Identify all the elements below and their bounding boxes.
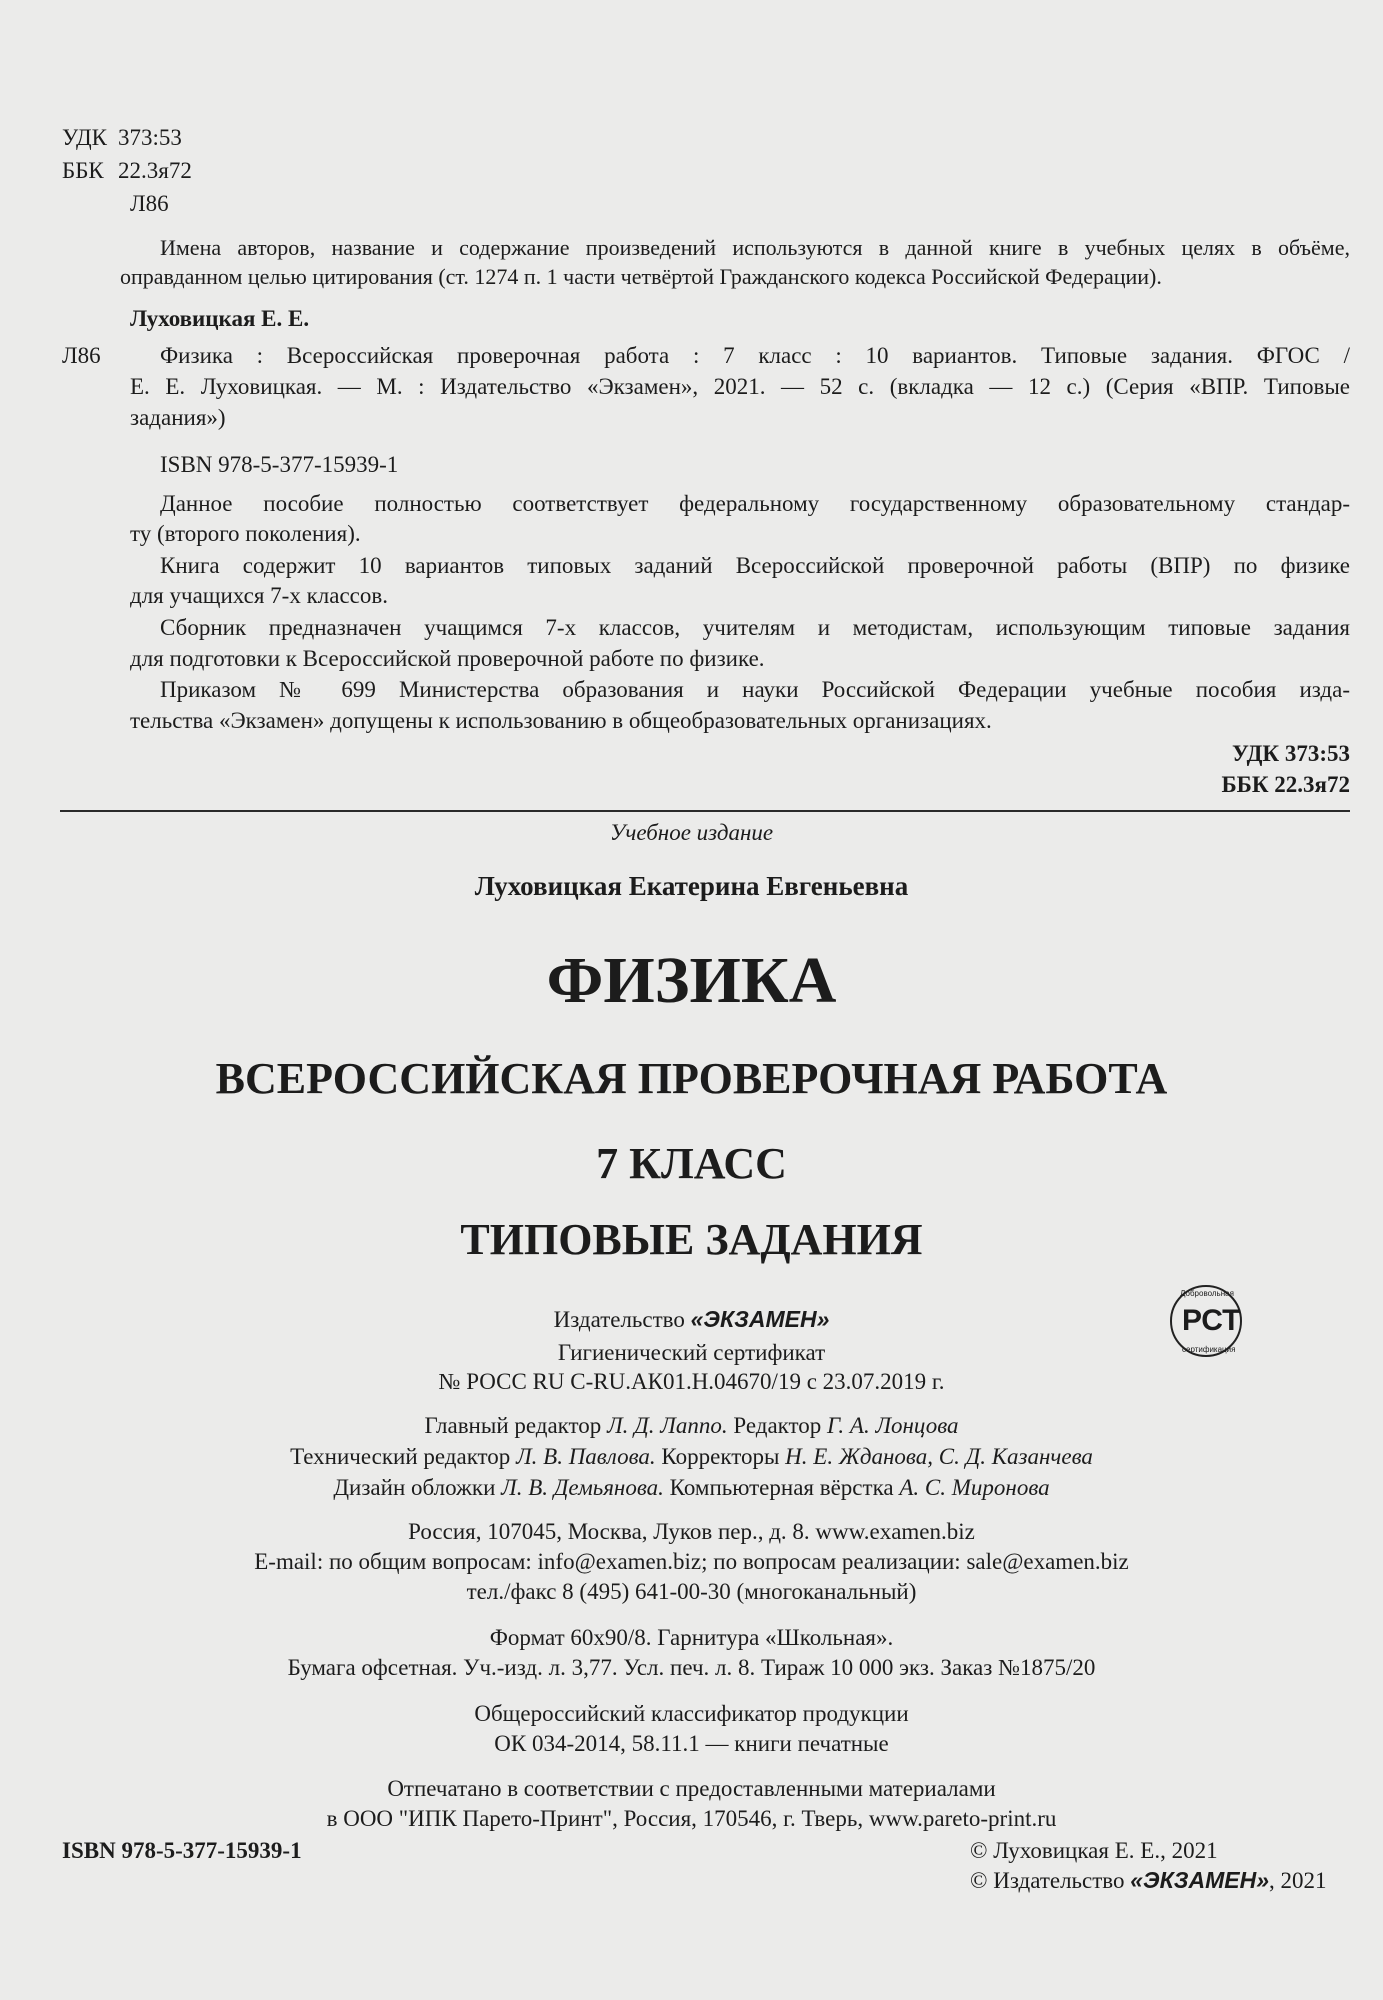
catalog-udk-right: УДК 373:53: [1232, 741, 1350, 766]
cover-design-label: Дизайн обложки: [333, 1475, 496, 1500]
separator-rule: [60, 810, 1350, 812]
catalog-para4-line1: Приказом № 699 Министерства образования и науки Российской Федерации учебные пособия изда-: [160, 677, 1350, 702]
book-subtitle-2: 7 КЛАСС: [596, 1139, 787, 1188]
catalog-para1-line1: Данное пособие полностью соответствует федеральному государственному образовательному стандар-: [160, 491, 1350, 516]
catalog-bbk-right: ББК 22.3я72: [1221, 772, 1350, 797]
catalog-para4-line2: тельства «Экзамен» допущены к использованию в общеобразовательных организациях.: [130, 708, 992, 733]
tech-editor-line: [0, 1443, 1383, 1471]
correctors-names: Н. Е. Жданова, С. Д. Казанчева: [785, 1444, 1093, 1469]
chief-editor-name: Л. Д. Лаппо.: [607, 1413, 728, 1438]
cert-number: № РОСС RU С-RU.АК01.Н.04670/19 с 23.07.2019 г.: [438, 1369, 945, 1394]
printed-line2: в ООО "ИПК Парето-Принт", Россия, 170546, г. Тверь, www.pareto-print.ru: [326, 1806, 1057, 1831]
book-title: ФИЗИКА: [546, 944, 837, 1017]
bbk-value: 22.3я72: [118, 158, 192, 183]
udk-label: УДК: [62, 125, 107, 150]
classifier-line1: Общероссийский классификатор продукции: [474, 1701, 909, 1726]
rst-mark-icon: РСТ: [1182, 1304, 1241, 1337]
copyright-publisher-year: , 2021: [1269, 1868, 1327, 1893]
layout-name: А. С. Миронова: [899, 1475, 1050, 1500]
publisher-prefix: Издательство: [553, 1307, 685, 1332]
cover-design-line: [0, 1474, 1383, 1502]
cert-ring-top-text: Добровольная: [1180, 1289, 1234, 1298]
author-full-name: Луховицкая Екатерина Евгеньевна: [474, 871, 909, 901]
tech-editor-name: Л. В. Павлова.: [516, 1444, 656, 1469]
chief-editor-label: Главный редактор: [424, 1413, 602, 1438]
udk-value: 373:53: [118, 125, 182, 150]
edition-type: Учебное издание: [609, 820, 774, 845]
catalog-para2-line1: Книга содержит 10 вариантов типовых заданий Всероссийской проверочной работы (ВПР) по физике: [160, 553, 1350, 578]
isbn-bottom: ISBN 978-5-377-15939-1: [62, 1838, 302, 1863]
layout-label: Компьютерная вёрстка: [669, 1475, 894, 1500]
editor-label: Редактор: [733, 1413, 822, 1438]
publisher-phone: тел./факс 8 (495) 641-00-30 (многоканальный): [466, 1579, 917, 1604]
copyright-publisher: [970, 1866, 1327, 1895]
chief-editor-line: [0, 1412, 1383, 1440]
print-format: Формат 60х90/8. Гарнитура «Школьная».: [489, 1625, 894, 1650]
editor-name: Г. А. Лонцова: [827, 1413, 959, 1438]
classifier-line2: ОК 034-2014, 58.11.1 — книги печатные: [494, 1731, 889, 1756]
cert-title: Гигиенический сертификат: [557, 1340, 826, 1365]
catalog-para3-line1: Сборник предназначен учащимся 7-х классов, учителям и методистам, использующим типовые задания: [160, 615, 1350, 640]
copyright-author: © Луховицкая Е. Е., 2021: [970, 1838, 1218, 1863]
author-mark: Л86: [130, 191, 169, 216]
catalog-para3-line2: для подготовки к Всероссийской проверочной работе по физике.: [130, 646, 765, 671]
catalog-para2-line2: для учащихся 7-х классов.: [130, 583, 388, 608]
catalog-desc-line1: Физика : Всероссийская проверочная работа : 7 класс : 10 вариантов. Типовые задания. ФГОС /: [160, 343, 1350, 368]
catalog-desc-line2: Е. Е. Луховицкая. — М. : Издательство «Экзамен», 2021. — 52 с. (вкладка — 12 с.) (Серия «ВПР. Типовые: [130, 374, 1350, 399]
publisher-address: Россия, 107045, Москва, Луков пер., д. 8. www.examen.biz: [408, 1519, 975, 1544]
bbk-label: ББК: [62, 158, 104, 183]
tech-editor-label: Технический редактор: [290, 1444, 511, 1469]
book-subtitle-1: ВСЕРОССИЙСКАЯ ПРОВЕРОЧНАЯ РАБОТА: [215, 1054, 1168, 1103]
copyright-publisher-prefix: © Издательство: [970, 1868, 1125, 1893]
catalog-para1-line2: ту (второго поколения).: [130, 521, 361, 546]
catalog-desc-line3: задания»): [130, 405, 226, 430]
publisher-email: E-mail: по общим вопросам: info@examen.biz; по вопросам реализации: sale@examen.biz: [254, 1549, 1129, 1574]
correctors-label: Корректоры: [661, 1444, 780, 1469]
printed-line1: Отпечатано в соответствии с предоставленными материалами: [387, 1776, 996, 1801]
catalog-isbn: ISBN 978-5-377-15939-1: [160, 452, 399, 477]
book-subtitle-3: ТИПОВЫЕ ЗАДАНИЯ: [460, 1215, 923, 1264]
print-paper: Бумага офсетная. Уч.-изд. л. 3,77. Усл. печ. л. 8. Тираж 10 000 экз. Заказ №1875/20: [287, 1655, 1096, 1680]
copyright-notice-line1: Имена авторов, название и содержание произведений используются в данной книге в учебных целях в объёме,: [160, 235, 1350, 260]
copyright-publisher-name: «ЭКЗАМЕН»: [1130, 1867, 1270, 1893]
catalog-author-heading: Луховицкая Е. Е.: [130, 306, 310, 331]
publisher-name: «ЭКЗАМЕН»: [690, 1306, 830, 1332]
copyright-notice-line2: оправданном целью цитирования (ст. 1274 п. 1 части четвёртой Гражданского кодекса Российской Федерации).: [120, 264, 1162, 289]
cert-ring-bottom-text: сертификация: [1182, 1345, 1236, 1354]
catalog-mark: Л86: [62, 343, 101, 368]
cover-design-name: Л. В. Демьянова.: [501, 1475, 664, 1500]
